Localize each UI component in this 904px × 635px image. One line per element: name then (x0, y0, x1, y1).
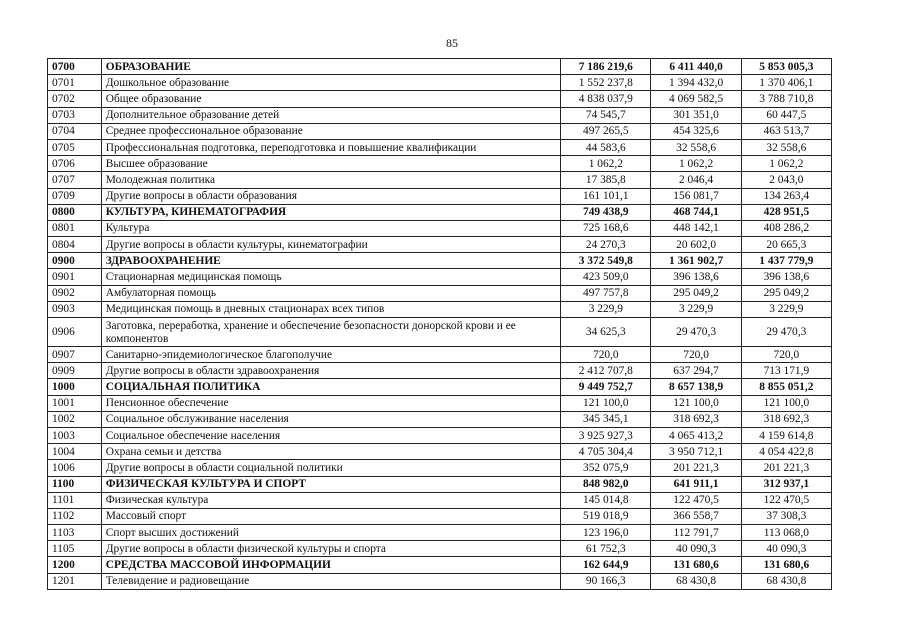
code-cell: 1200 (48, 557, 102, 573)
value-cell-1: 4 838 037,9 (561, 91, 651, 107)
value-cell-3: 131 680,6 (741, 557, 831, 573)
value-cell-2: 1 062,2 (651, 156, 741, 172)
name-cell: Другие вопросы в области социальной политики (101, 460, 560, 476)
value-cell-2: 122 470,5 (651, 492, 741, 508)
value-cell-2: 121 100,0 (651, 395, 741, 411)
value-cell-1: 3 229,9 (561, 301, 651, 317)
table-row (48, 91, 832, 107)
name-cell: Высшее образование (101, 156, 560, 172)
code-cell: 0901 (48, 269, 102, 285)
code-cell: 0800 (48, 204, 102, 220)
table-row (48, 172, 832, 188)
code-cell: 1000 (48, 379, 102, 395)
section-row (48, 204, 832, 220)
table-row (48, 573, 832, 589)
name-cell: Медицинская помощь в дневных стационарах всех типов (101, 301, 560, 317)
name-cell: Охрана семьи и детства (101, 444, 560, 460)
value-cell-2: 40 090,3 (651, 541, 741, 557)
value-cell-2: 131 680,6 (651, 557, 741, 573)
page-number: 85 (446, 36, 458, 50)
value-cell-1: 352 075,9 (561, 460, 651, 476)
value-cell-2: 396 138,6 (651, 269, 741, 285)
name-cell: Пенсионное обеспечение (101, 395, 560, 411)
value-cell-1: 17 385,8 (561, 172, 651, 188)
name-cell: СОЦИАЛЬНАЯ ПОЛИТИКА (101, 379, 560, 395)
section-row (48, 59, 832, 75)
code-cell: 1101 (48, 492, 102, 508)
table-row (48, 156, 832, 172)
code-cell: 0702 (48, 91, 102, 107)
value-cell-3: 463 513,7 (741, 123, 831, 139)
value-cell-1: 9 449 752,7 (561, 379, 651, 395)
budget-table (47, 58, 832, 590)
table-row (48, 411, 832, 427)
value-cell-2: 301 351,0 (651, 107, 741, 123)
value-cell-3: 113 068,0 (741, 525, 831, 541)
table-row (48, 237, 832, 253)
value-cell-3: 122 470,5 (741, 492, 831, 508)
code-cell: 1201 (48, 573, 102, 589)
value-cell-2: 454 325,6 (651, 123, 741, 139)
name-cell: Санитарно-эпидемиологическое благополучие (101, 347, 560, 363)
value-cell-3: 1 437 779,9 (741, 253, 831, 269)
value-cell-2: 112 791,7 (651, 525, 741, 541)
name-cell: Другие вопросы в области физической культуры и спорта (101, 541, 560, 557)
value-cell-1: 1 062,2 (561, 156, 651, 172)
value-cell-2: 4 069 582,5 (651, 91, 741, 107)
value-cell-1: 848 982,0 (561, 476, 651, 492)
section-row (48, 379, 832, 395)
value-cell-1: 24 270,3 (561, 237, 651, 253)
value-cell-1: 123 196,0 (561, 525, 651, 541)
table-row (48, 444, 832, 460)
code-cell: 0704 (48, 123, 102, 139)
value-cell-1: 3 925 927,3 (561, 427, 651, 443)
value-cell-1: 162 644,9 (561, 557, 651, 573)
section-row (48, 253, 832, 269)
value-cell-2: 20 602,0 (651, 237, 741, 253)
value-cell-1: 3 372 549,8 (561, 253, 651, 269)
value-cell-2: 295 049,2 (651, 285, 741, 301)
value-cell-3: 295 049,2 (741, 285, 831, 301)
value-cell-3: 3 788 710,8 (741, 91, 831, 107)
name-cell: ЗДРАВООХРАНЕНИЕ (101, 253, 560, 269)
value-cell-3: 4 054 422,8 (741, 444, 831, 460)
value-cell-2: 201 221,3 (651, 460, 741, 476)
value-cell-1: 74 545,7 (561, 107, 651, 123)
code-cell: 0706 (48, 156, 102, 172)
code-cell: 0804 (48, 237, 102, 253)
value-cell-3: 3 229,9 (741, 301, 831, 317)
value-cell-3: 5 853 005,3 (741, 59, 831, 75)
value-cell-3: 713 171,9 (741, 363, 831, 379)
value-cell-2: 29 470,3 (651, 318, 741, 347)
value-cell-3: 134 263,4 (741, 188, 831, 204)
name-cell: Стационарная медицинская помощь (101, 269, 560, 285)
table-row (48, 75, 832, 91)
value-cell-2: 637 294,7 (651, 363, 741, 379)
value-cell-2: 448 142,1 (651, 220, 741, 236)
value-cell-3: 318 692,3 (741, 411, 831, 427)
table-row (48, 492, 832, 508)
name-cell: Массовый спорт (101, 508, 560, 524)
value-cell-2: 4 065 413,2 (651, 427, 741, 443)
value-cell-3: 37 308,3 (741, 508, 831, 524)
value-cell-2: 156 081,7 (651, 188, 741, 204)
table-row (48, 188, 832, 204)
value-cell-1: 423 509,0 (561, 269, 651, 285)
table-row (48, 107, 832, 123)
name-cell: Заготовка, переработка, хранение и обеспечение безопасности донорской крови и ее компонентов (101, 318, 560, 347)
value-cell-2: 3 950 712,1 (651, 444, 741, 460)
table-row (48, 525, 832, 541)
value-cell-2: 1 361 902,7 (651, 253, 741, 269)
value-cell-3: 396 138,6 (741, 269, 831, 285)
name-cell: КУЛЬТУРА, КИНЕМАТОГРАФИЯ (101, 204, 560, 220)
name-cell: ФИЗИЧЕСКАЯ КУЛЬТУРА И СПОРТ (101, 476, 560, 492)
code-cell: 0801 (48, 220, 102, 236)
value-cell-1: 345 345,1 (561, 411, 651, 427)
code-cell: 0903 (48, 301, 102, 317)
table-row (48, 363, 832, 379)
code-cell: 0707 (48, 172, 102, 188)
value-cell-1: 161 101,1 (561, 188, 651, 204)
code-cell: 1103 (48, 525, 102, 541)
table-row (48, 460, 832, 476)
table-row (48, 318, 832, 347)
budget-table-body (48, 59, 832, 590)
value-cell-1: 90 166,3 (561, 573, 651, 589)
name-cell: Молодежная политика (101, 172, 560, 188)
value-cell-3: 8 855 051,2 (741, 379, 831, 395)
table-row (48, 269, 832, 285)
value-cell-2: 641 911,1 (651, 476, 741, 492)
table-row (48, 220, 832, 236)
value-cell-2: 318 692,3 (651, 411, 741, 427)
value-cell-3: 201 221,3 (741, 460, 831, 476)
name-cell: Дошкольное образование (101, 75, 560, 91)
value-cell-1: 749 438,9 (561, 204, 651, 220)
value-cell-3: 4 159 614,8 (741, 427, 831, 443)
code-cell: 0705 (48, 139, 102, 155)
table-row (48, 123, 832, 139)
code-cell: 0902 (48, 285, 102, 301)
code-cell: 1003 (48, 427, 102, 443)
code-cell: 1100 (48, 476, 102, 492)
name-cell: Социальное обслуживание населения (101, 411, 560, 427)
name-cell: Другие вопросы в области здравоохранения (101, 363, 560, 379)
value-cell-1: 725 168,6 (561, 220, 651, 236)
section-row (48, 476, 832, 492)
value-cell-2: 8 657 138,9 (651, 379, 741, 395)
value-cell-3: 32 558,6 (741, 139, 831, 155)
value-cell-1: 145 014,8 (561, 492, 651, 508)
table-row (48, 347, 832, 363)
section-row (48, 557, 832, 573)
value-cell-3: 2 043,0 (741, 172, 831, 188)
code-cell: 0703 (48, 107, 102, 123)
value-cell-2: 1 394 432,0 (651, 75, 741, 91)
value-cell-3: 1 062,2 (741, 156, 831, 172)
table-row (48, 541, 832, 557)
value-cell-2: 720,0 (651, 347, 741, 363)
value-cell-3: 60 447,5 (741, 107, 831, 123)
value-cell-2: 68 430,8 (651, 573, 741, 589)
name-cell: Другие вопросы в области культуры, кинематографии (101, 237, 560, 253)
value-cell-3: 121 100,0 (741, 395, 831, 411)
code-cell: 1006 (48, 460, 102, 476)
code-cell: 0701 (48, 75, 102, 91)
value-cell-2: 366 558,7 (651, 508, 741, 524)
table-row (48, 427, 832, 443)
value-cell-2: 32 558,6 (651, 139, 741, 155)
code-cell: 0906 (48, 318, 102, 347)
value-cell-3: 29 470,3 (741, 318, 831, 347)
value-cell-1: 519 018,9 (561, 508, 651, 524)
value-cell-1: 4 705 304,4 (561, 444, 651, 460)
code-cell: 0700 (48, 59, 102, 75)
value-cell-1: 720,0 (561, 347, 651, 363)
value-cell-3: 1 370 406,1 (741, 75, 831, 91)
value-cell-2: 6 411 440,0 (651, 59, 741, 75)
name-cell: Социальное обеспечение населения (101, 427, 560, 443)
table-row (48, 301, 832, 317)
value-cell-1: 34 625,3 (561, 318, 651, 347)
value-cell-1: 121 100,0 (561, 395, 651, 411)
value-cell-3: 312 937,1 (741, 476, 831, 492)
code-cell: 1102 (48, 508, 102, 524)
table-row (48, 395, 832, 411)
name-cell: СРЕДСТВА МАССОВОЙ ИНФОРМАЦИИ (101, 557, 560, 573)
value-cell-1: 1 552 237,8 (561, 75, 651, 91)
code-cell: 0709 (48, 188, 102, 204)
code-cell: 0907 (48, 347, 102, 363)
value-cell-3: 408 286,2 (741, 220, 831, 236)
value-cell-3: 720,0 (741, 347, 831, 363)
value-cell-1: 497 265,5 (561, 123, 651, 139)
value-cell-3: 68 430,8 (741, 573, 831, 589)
code-cell: 1105 (48, 541, 102, 557)
value-cell-2: 3 229,9 (651, 301, 741, 317)
value-cell-2: 468 744,1 (651, 204, 741, 220)
table-row (48, 285, 832, 301)
name-cell: Спорт высших достижений (101, 525, 560, 541)
table-row (48, 139, 832, 155)
name-cell: Телевидение и радиовещание (101, 573, 560, 589)
value-cell-1: 2 412 707,8 (561, 363, 651, 379)
name-cell: Другие вопросы в области образования (101, 188, 560, 204)
table-row (48, 508, 832, 524)
value-cell-1: 497 757,8 (561, 285, 651, 301)
name-cell: Среднее профессиональное образование (101, 123, 560, 139)
name-cell: Общее образование (101, 91, 560, 107)
value-cell-3: 428 951,5 (741, 204, 831, 220)
code-cell: 1001 (48, 395, 102, 411)
name-cell: Дополнительное образование детей (101, 107, 560, 123)
value-cell-1: 44 583,6 (561, 139, 651, 155)
value-cell-1: 7 186 219,6 (561, 59, 651, 75)
code-cell: 0900 (48, 253, 102, 269)
value-cell-3: 40 090,3 (741, 541, 831, 557)
name-cell: Профессиональная подготовка, переподготовка и повышение квалификации (101, 139, 560, 155)
code-cell: 1002 (48, 411, 102, 427)
value-cell-2: 2 046,4 (651, 172, 741, 188)
value-cell-3: 20 665,3 (741, 237, 831, 253)
name-cell: Культура (101, 220, 560, 236)
name-cell: Физическая культура (101, 492, 560, 508)
name-cell: Амбулаторная помощь (101, 285, 560, 301)
value-cell-1: 61 752,3 (561, 541, 651, 557)
name-cell: ОБРАЗОВАНИЕ (101, 59, 560, 75)
code-cell: 1004 (48, 444, 102, 460)
code-cell: 0909 (48, 363, 102, 379)
